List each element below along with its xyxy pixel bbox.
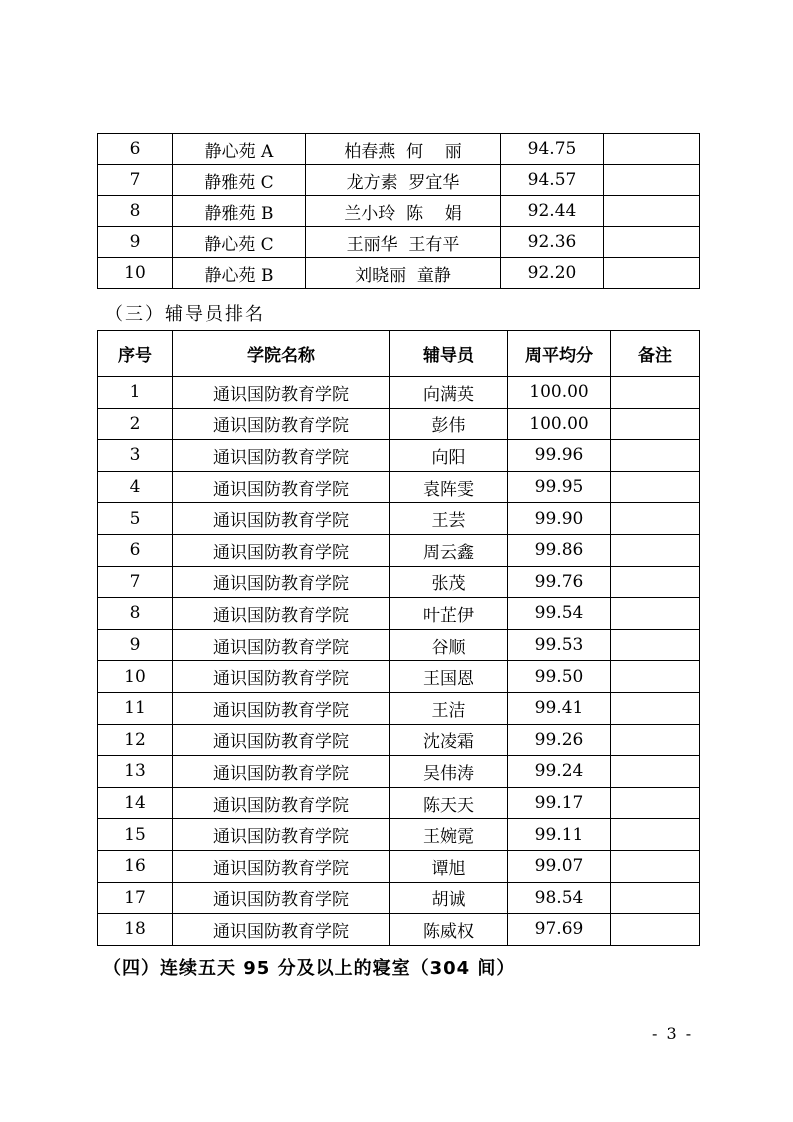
cell-note [611, 787, 700, 819]
cell-rank: 6 [98, 534, 173, 566]
cell-college: 通识国防教育学院 [173, 408, 390, 440]
table-row [98, 756, 700, 788]
cell-counselor: 周云鑫 [390, 534, 508, 566]
cell-note [604, 196, 700, 227]
table-row [98, 598, 700, 630]
cell-note [611, 503, 700, 535]
counselor-ranking-body [98, 377, 700, 946]
cell-note [611, 408, 700, 440]
cell-college: 通识国防教育学院 [173, 534, 390, 566]
cell-score: 92.20 [501, 258, 604, 289]
cell-rank: 17 [98, 882, 173, 914]
cell-note [611, 724, 700, 756]
dorm-row [98, 165, 700, 196]
cell-building: 静心苑 A [173, 134, 306, 165]
cell-counselor: 王婉霓 [390, 819, 508, 851]
cell-note [611, 819, 700, 851]
cell-score: 94.75 [501, 134, 604, 165]
header-note: 备注 [611, 331, 700, 377]
dorm-ranking-body [98, 134, 700, 289]
cell-score: 99.96 [508, 440, 611, 472]
cell-note [611, 534, 700, 566]
cell-college: 通识国防教育学院 [173, 566, 390, 598]
cell-note [611, 756, 700, 788]
cell-counselor: 沈凌霜 [390, 724, 508, 756]
cell-rank: 9 [98, 227, 173, 258]
cell-score: 99.07 [508, 850, 611, 882]
cell-college: 通识国防教育学院 [173, 377, 390, 409]
cell-note [611, 598, 700, 630]
cell-counselor: 叶芷伊 [390, 598, 508, 630]
table-row [98, 787, 700, 819]
cell-counselor: 陈天天 [390, 787, 508, 819]
table-row [98, 377, 700, 409]
table-row [98, 914, 700, 946]
cell-rank: 18 [98, 914, 173, 946]
dorm-ranking-table-continued [97, 133, 700, 289]
cell-note [611, 629, 700, 661]
cell-score: 99.54 [508, 598, 611, 630]
cell-counselor: 袁阵雯 [390, 471, 508, 503]
cell-counselor: 谷顺 [390, 629, 508, 661]
cell-rank: 7 [98, 566, 173, 598]
cell-note [604, 134, 700, 165]
cell-score: 99.53 [508, 629, 611, 661]
cell-counselor: 张茂 [390, 566, 508, 598]
cell-score: 92.44 [501, 196, 604, 227]
cell-note [604, 227, 700, 258]
cell-building: 静心苑 B [173, 258, 306, 289]
cell-note [611, 850, 700, 882]
cell-score: 100.00 [508, 377, 611, 409]
cell-counselor: 向阳 [390, 440, 508, 472]
table-row [98, 724, 700, 756]
cell-note [611, 377, 700, 409]
cell-college: 通识国防教育学院 [173, 440, 390, 472]
cell-rank: 12 [98, 724, 173, 756]
cell-college: 通识国防教育学院 [173, 692, 390, 724]
dorm-row [98, 196, 700, 227]
table-row [98, 661, 700, 693]
cell-note [604, 258, 700, 289]
cell-score: 99.26 [508, 724, 611, 756]
header-weekly-average: 周平均分 [508, 331, 611, 377]
cell-college: 通识国防教育学院 [173, 756, 390, 788]
cell-score: 97.69 [508, 914, 611, 946]
cell-score: 99.17 [508, 787, 611, 819]
table-row [98, 850, 700, 882]
cell-note [611, 692, 700, 724]
cell-rank: 7 [98, 165, 173, 196]
cell-score: 94.57 [501, 165, 604, 196]
cell-college: 通识国防教育学院 [173, 503, 390, 535]
cell-note [604, 165, 700, 196]
table-header-row [98, 331, 700, 377]
cell-rank: 10 [98, 661, 173, 693]
cell-note [611, 440, 700, 472]
table-row [98, 503, 700, 535]
cell-names: 兰小玲 陈 娟 [306, 196, 501, 227]
cell-score: 99.95 [508, 471, 611, 503]
section-heading-counselor-ranking: （三）辅导员排名 [105, 304, 265, 325]
section-heading-dorms-95-plus: （四）连续五天 95 分及以上的寝室（304 间） [103, 958, 516, 979]
cell-college: 通识国防教育学院 [173, 629, 390, 661]
table-row [98, 629, 700, 661]
cell-score: 98.54 [508, 882, 611, 914]
cell-score: 99.90 [508, 503, 611, 535]
cell-building: 静雅苑 C [173, 165, 306, 196]
cell-note [611, 661, 700, 693]
cell-counselor: 王芸 [390, 503, 508, 535]
cell-note [611, 882, 700, 914]
cell-counselor: 谭旭 [390, 850, 508, 882]
cell-college: 通识国防教育学院 [173, 914, 390, 946]
page-number: - 3 - [652, 1024, 694, 1043]
table-row [98, 692, 700, 724]
cell-names: 王丽华 王有平 [306, 227, 501, 258]
cell-score: 99.86 [508, 534, 611, 566]
cell-rank: 6 [98, 134, 173, 165]
table-row [98, 471, 700, 503]
cell-counselor: 王国恩 [390, 661, 508, 693]
table-row [98, 408, 700, 440]
cell-rank: 13 [98, 756, 173, 788]
cell-rank: 11 [98, 692, 173, 724]
cell-college: 通识国防教育学院 [173, 850, 390, 882]
cell-rank: 14 [98, 787, 173, 819]
cell-score: 92.36 [501, 227, 604, 258]
cell-rank: 9 [98, 629, 173, 661]
cell-score: 99.50 [508, 661, 611, 693]
cell-college: 通识国防教育学院 [173, 819, 390, 851]
cell-names: 柏春燕 何 丽 [306, 134, 501, 165]
cell-college: 通识国防教育学院 [173, 598, 390, 630]
cell-score: 99.76 [508, 566, 611, 598]
cell-rank: 16 [98, 850, 173, 882]
cell-college: 通识国防教育学院 [173, 724, 390, 756]
cell-score: 99.24 [508, 756, 611, 788]
cell-score: 100.00 [508, 408, 611, 440]
cell-rank: 10 [98, 258, 173, 289]
table-row [98, 882, 700, 914]
dorm-row [98, 134, 700, 165]
cell-rank: 8 [98, 598, 173, 630]
cell-note [611, 471, 700, 503]
cell-counselor: 吴伟涛 [390, 756, 508, 788]
cell-rank: 4 [98, 471, 173, 503]
cell-rank: 5 [98, 503, 173, 535]
cell-rank: 1 [98, 377, 173, 409]
cell-note [611, 566, 700, 598]
cell-building: 静雅苑 B [173, 196, 306, 227]
cell-rank: 15 [98, 819, 173, 851]
cell-rank: 3 [98, 440, 173, 472]
table-row [98, 566, 700, 598]
table-row [98, 819, 700, 851]
cell-college: 通识国防教育学院 [173, 882, 390, 914]
cell-note [611, 914, 700, 946]
dorm-row [98, 227, 700, 258]
cell-counselor: 王洁 [390, 692, 508, 724]
cell-rank: 2 [98, 408, 173, 440]
cell-college: 通识国防教育学院 [173, 471, 390, 503]
cell-counselor: 胡诚 [390, 882, 508, 914]
cell-names: 龙方素 罗宜华 [306, 165, 501, 196]
table-row [98, 440, 700, 472]
header-rank: 序号 [98, 331, 173, 377]
counselor-ranking-table [97, 330, 700, 946]
header-college: 学院名称 [173, 331, 390, 377]
cell-counselor: 彭伟 [390, 408, 508, 440]
cell-college: 通识国防教育学院 [173, 787, 390, 819]
cell-names: 刘晓丽 童静 [306, 258, 501, 289]
cell-counselor: 向满英 [390, 377, 508, 409]
cell-score: 99.11 [508, 819, 611, 851]
header-counselor: 辅导员 [390, 331, 508, 377]
cell-rank: 8 [98, 196, 173, 227]
dorm-row [98, 258, 700, 289]
table-row [98, 534, 700, 566]
cell-building: 静心苑 C [173, 227, 306, 258]
cell-counselor: 陈威权 [390, 914, 508, 946]
cell-college: 通识国防教育学院 [173, 661, 390, 693]
cell-score: 99.41 [508, 692, 611, 724]
